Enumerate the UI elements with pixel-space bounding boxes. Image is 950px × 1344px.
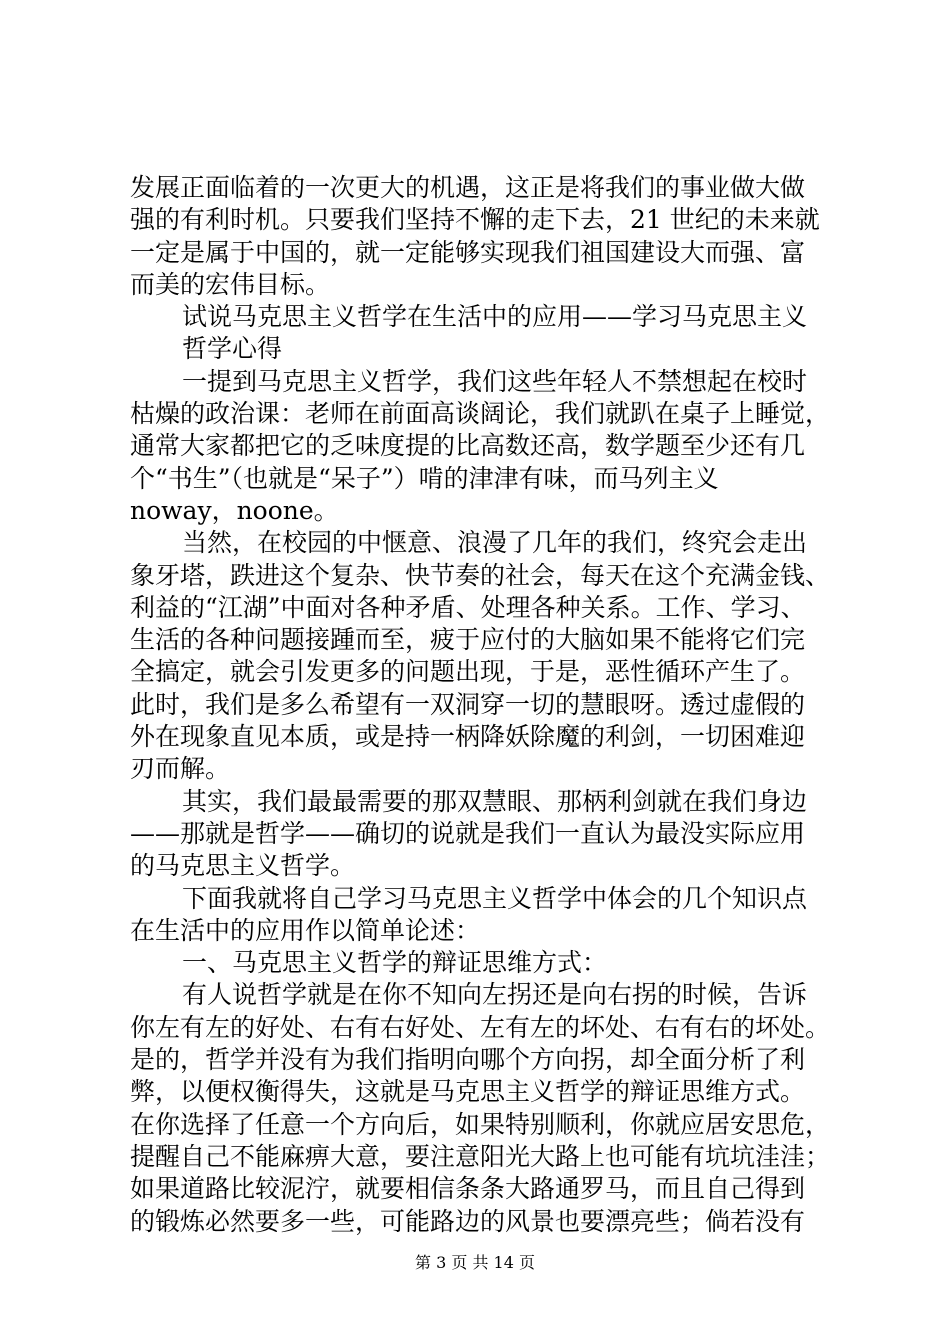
text-line: 有人说哲学就是在你不知向左拐还是向右拐的时候，告诉	[182, 980, 808, 1010]
page-footer: 第 3 页 共 14 页	[415, 1253, 535, 1272]
text-line: 你左有左的好处、右有右好处、左有左的坏处、右有右的坏处。	[130, 1012, 831, 1042]
text-line: 试说马克思主义哲学在生活中的应用——学习马克思主义	[182, 302, 808, 332]
text-line: 而美的宏伟目标。	[130, 269, 331, 299]
text-line: 在生活中的应用作以简单论述：	[130, 915, 481, 945]
text-line: 其实，我们最最需要的那双慧眼、那柄利剑就在我们身边	[182, 786, 808, 816]
text-line: 枯燥的政治课：老师在前面高谈阔论，我们就趴在桌子上睡觉，	[130, 399, 831, 429]
text-line: 提醒自己不能麻痹大意，要注意阳光大路上也可能有坑坑洼洼；	[130, 1141, 831, 1171]
text-line: 通常大家都把它的乏味度提的比高数还高，数学题至少还有几	[130, 431, 806, 461]
text-line: 在你选择了任意一个方向后，如果特别顺利，你就应居安思危，	[130, 1109, 831, 1139]
text-line: 当然，在校园的中惬意、浪漫了几年的我们，终究会走出	[182, 528, 808, 558]
text-line: 发展正面临着的一次更大的机遇，这正是将我们的事业做大做	[130, 173, 806, 202]
text-line: 全搞定，就会引发更多的问题出现，于是，恶性循环产生了。	[130, 657, 806, 687]
text-line: ——那就是哲学——确切的说就是我们一直认为最没实际应用	[130, 818, 806, 848]
text-line: 利益的“江湖”中面对各种矛盾、处理各种关系。工作、学习、	[130, 592, 806, 622]
text-line: 是的，哲学并没有为我们指明向哪个方向拐，却全面分析了利	[130, 1045, 806, 1075]
text-line: 一定是属于中国的，就一定能够实现我们祖国建设大而强、富	[130, 237, 806, 267]
text-line: 哲学心得	[182, 334, 283, 364]
text-line: 弊，以便权衡得失，这就是马克思主义哲学的辩证思维方式。	[130, 1077, 806, 1107]
text-line: 外在现象直见本质，或是持一柄降妖除魔的利剑，一切困难迎	[130, 722, 806, 752]
text-line: 下面我就将自己学习马克思主义哲学中体会的几个知识点	[182, 883, 808, 913]
text-line: noway，noone。	[130, 495, 339, 525]
text-line: 此时，我们是多么希望有一双洞穿一切的慧眼呀。透过虚假的	[130, 689, 806, 719]
text-line: 强的有利时机。只要我们坚持不懈的走下去，21 世纪的未来就	[130, 205, 820, 235]
text-line: 生活的各种问题接踵而至，疲于应付的大脑如果不能将它们完	[130, 625, 806, 655]
document-body	[130, 172, 836, 1238]
text-line: 如果道路比较泥泞，就要相信条条大路通罗马，而且自己得到	[130, 1174, 806, 1204]
text-line: 一提到马克思主义哲学，我们这些年轻人不禁想起在校时	[182, 366, 808, 396]
text-line: 一、马克思主义哲学的辩证思维方式：	[182, 948, 608, 978]
text-line: 象牙塔，跌进这个复杂、快节奏的社会，每天在这个充满金钱、	[130, 560, 831, 590]
text-line: 的锻炼必然要多一些，可能路边的风景也要漂亮些；倘若没有	[130, 1206, 806, 1236]
text-line: 个“书生”（也就是“呆子”）啃的津津有味，而马列主义	[130, 463, 719, 493]
text-line: 的马克思主义哲学。	[130, 851, 356, 881]
text-line: 刃而解。	[130, 754, 231, 784]
